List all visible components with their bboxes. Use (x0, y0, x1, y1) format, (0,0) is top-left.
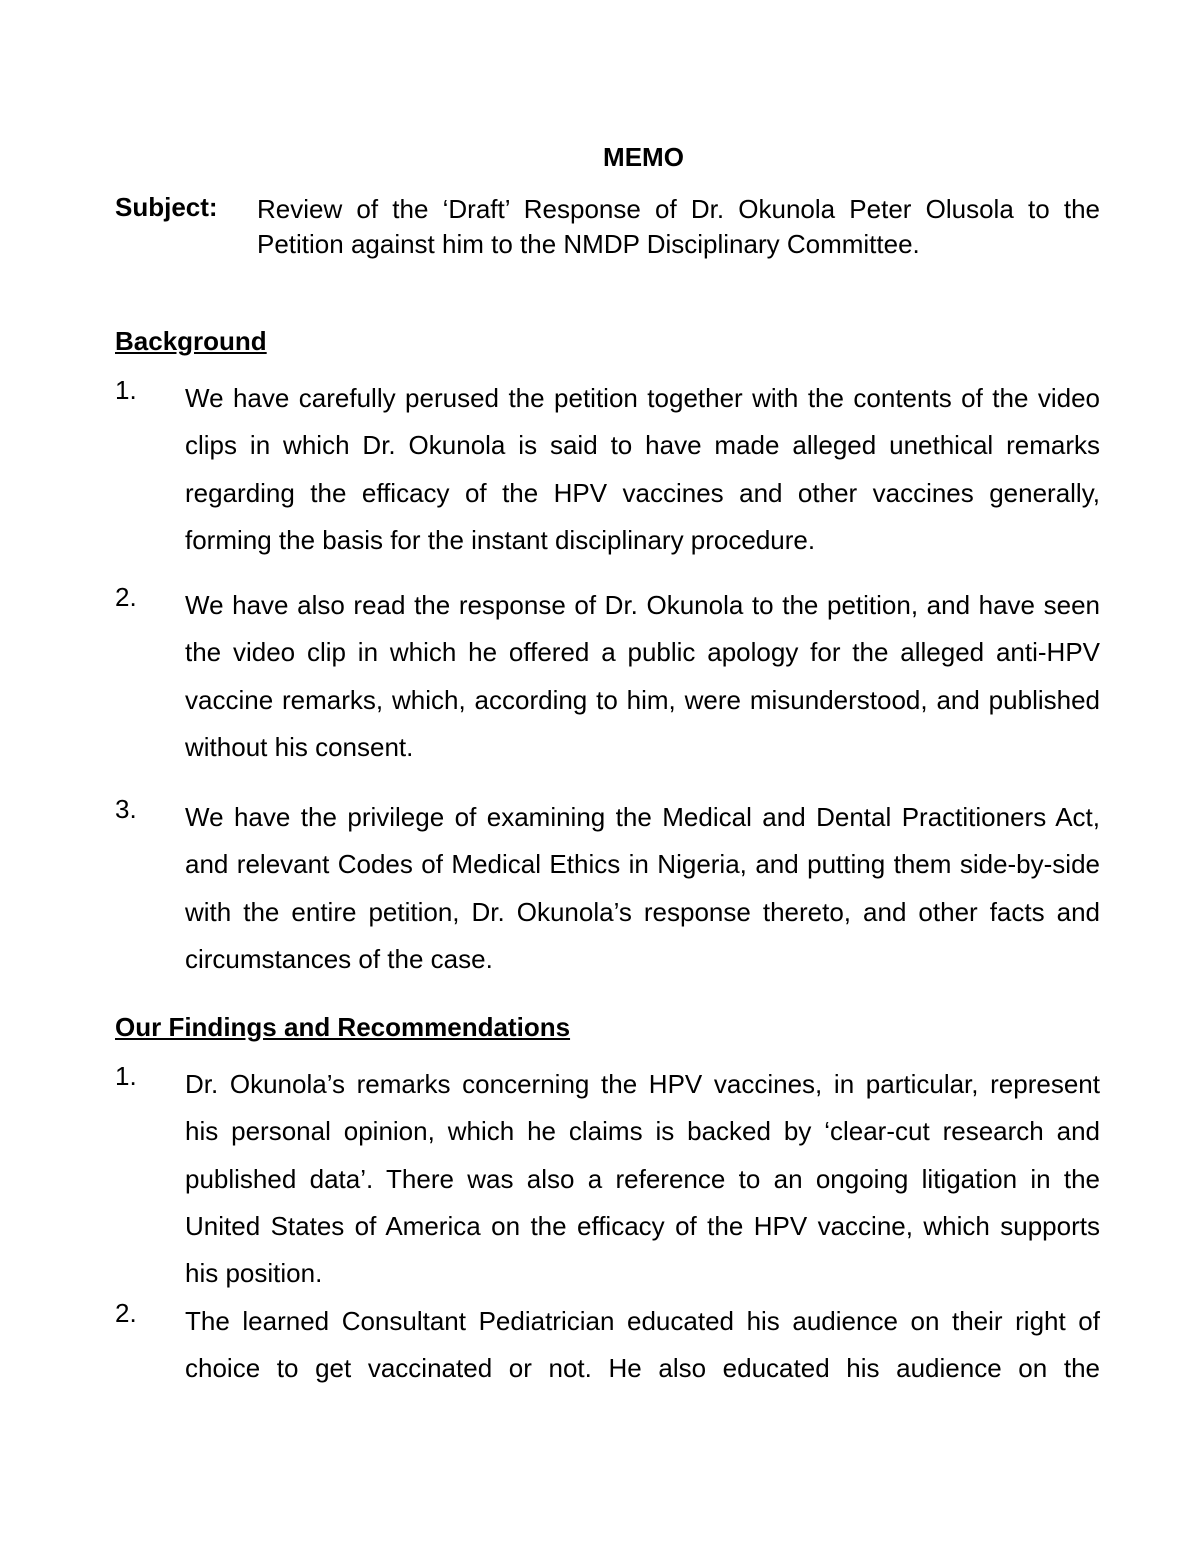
background-item-number: 2. (115, 582, 137, 612)
memo-title: MEMO (603, 142, 684, 172)
background-heading: Background (115, 326, 267, 356)
findings-item-number: 1. (115, 1061, 137, 1091)
background-item-text: We have carefully perused the petition together with the contents of the video clips in which Dr. Okunola is said to have made alleged unethical remarks regarding the efficacy of the HPV vaccines and other vaccines generally, forming the basis for the instant disciplinary procedure. (185, 383, 1100, 555)
findings-heading: Our Findings and Recommendations (115, 1012, 571, 1042)
background-item-number: 3. (115, 794, 137, 824)
findings-item-number: 2. (115, 1298, 137, 1328)
background-item-number: 1. (115, 375, 137, 405)
findings-item-text: The learned Consultant Pediatrician educated his audience on their right of choice to get vaccinated or not. He also educated his audience on the (185, 1306, 1100, 1384)
findings-item-text: Dr. Okunola’s remarks concerning the HPV vaccines, in particular, represent his personal opinion, which he claims is backed by ‘clear-cut research and published data’. There was also a reference to an ongoing litigation in the United States of America on the efficacy of the HPV vaccine, which supports his position. (185, 1069, 1100, 1289)
background-item-text: We have also read the response of Dr. Okunola to the petition, and have seen the video clip in which he offered a public apology for the alleged anti-HPV vaccine remarks, which, according to him, were misunderstood, and published without his consent. (185, 590, 1100, 762)
subject-text: Review of the ‘Draft’ Response of Dr. Okunola Peter Olusola to the Petition against him to the NMDP Disciplinary Committee. (257, 194, 1100, 259)
background-item-text: We have the privilege of examining the Medical and Dental Practitioners Act, and relevant Codes of Medical Ethics in Nigeria, and putting them side-by-side with the entire petition, Dr. Okunola’s response thereto, and other facts and circumstances of the case. (185, 802, 1100, 974)
subject-label: Subject: (115, 192, 218, 222)
